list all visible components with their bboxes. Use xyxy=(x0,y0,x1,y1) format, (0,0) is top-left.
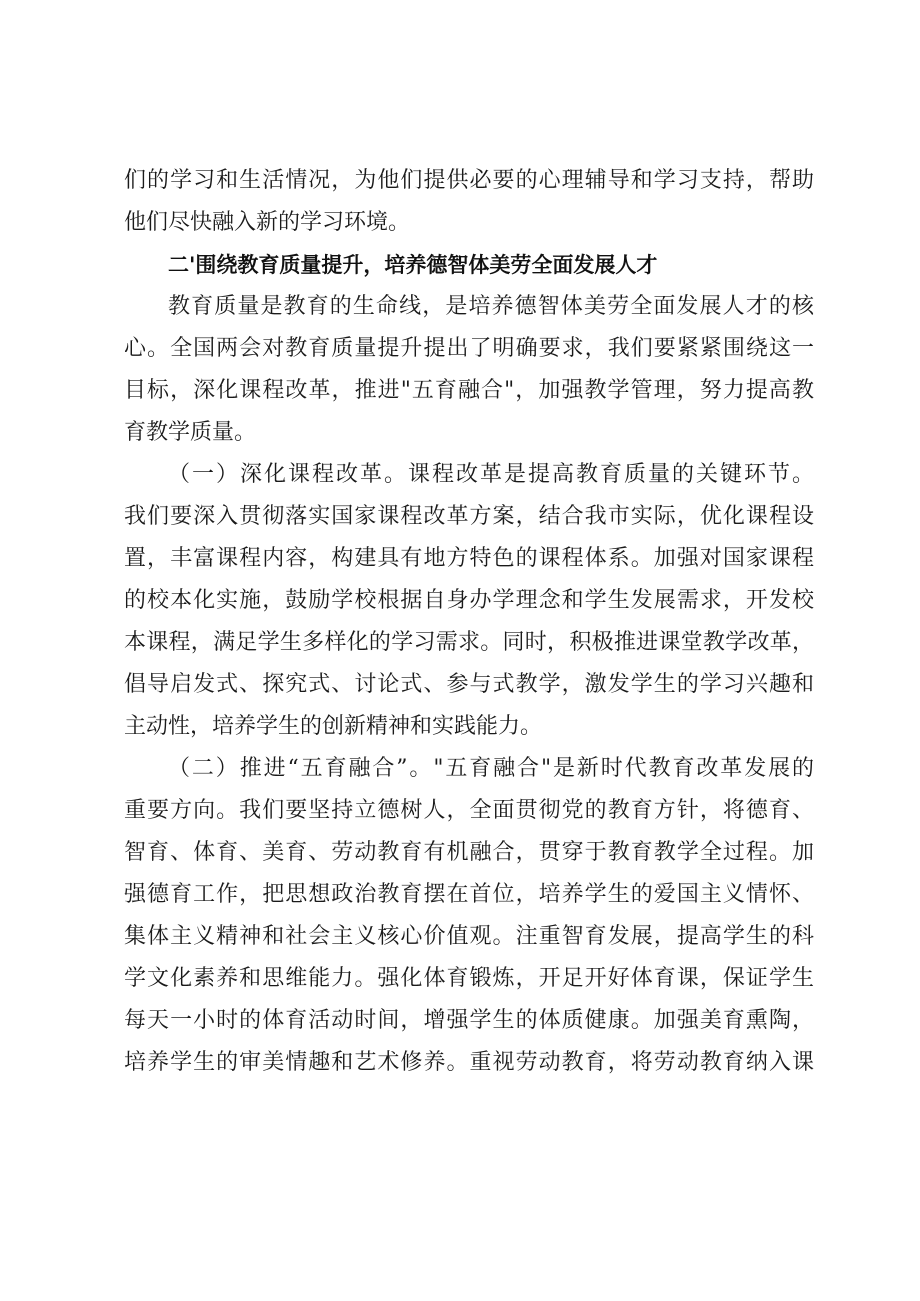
subsection-1-start: （一）深化课程改革。课程改革是提高教育质量的关键环节。 xyxy=(168,462,814,487)
text-line-16: 重要方向。我们要坚持立德树人，全面贯彻党的教育方针，将德育、 xyxy=(124,798,814,823)
text-line-18: 强德育工作，把思想政治教育摆在首位，培养学生的爱国主义情怀、 xyxy=(124,882,814,907)
document-body xyxy=(124,160,814,1084)
text-line-1: 们的学习和生活情况，为他们提供必要的心理辅导和学习支持，帮助 xyxy=(124,168,814,193)
text-line-20: 学文化素养和思维能力。强化体育锻炼，开足开好体育课，保证学生 xyxy=(124,966,814,991)
text-line-9: 我们要深入贯彻落实国家课程改革方案，结合我市实际，优化课程设 xyxy=(124,504,814,529)
subsection-2-start: （二）推进“五育融合”。"五育融合"是新时代教育改革发展的 xyxy=(168,756,814,781)
text-line-14: 主动性，培养学生的创新精神和实践能力。 xyxy=(124,714,543,739)
text-line-12: 本课程，满足学生多样化的学习需求。同时，积极推进课堂教学改革， xyxy=(124,630,814,655)
text-line-19: 集体主义精神和社会主义核心价值观。注重智育发展，提高学生的科 xyxy=(124,924,814,949)
text-line-2: 他们尽快融入新的学习环境。 xyxy=(124,210,411,235)
text-line-6: 目标，深化课程改革，推进"五育融合"，加强教学管理，努力提高教 xyxy=(124,378,814,403)
text-line-7: 育教学质量。 xyxy=(124,420,257,445)
text-line-21: 每天一小时的体育活动时间，增强学生的体质健康。加强美育熏陶， xyxy=(124,1008,814,1033)
text-line-11: 的校本化实施，鼓励学校根据自身办学理念和学生发展需求，开发校 xyxy=(124,588,814,613)
text-line-10: 置，丰富课程内容，构建具有地方特色的课程体系。加强对国家课程 xyxy=(124,546,814,571)
text-line-17: 智育、体育、美育、劳动教育有机融合，贯穿于教育教学全过程。加 xyxy=(124,840,814,865)
text-line-22: 培养学生的审美情趣和艺术修养。重视劳动教育，将劳动教育纳入课 xyxy=(124,1050,814,1075)
text-line-5: 心。全国两会对教育质量提升提出了明确要求，我们要紧紧围绕这一 xyxy=(124,336,814,361)
text-line-13: 倡导启发式、探究式、讨论式、参与式教学，激发学生的学习兴趣和 xyxy=(124,672,814,697)
paragraph-start: 教育质量是教育的生命线，是培养德智体美劳全面发展人才的核 xyxy=(168,294,814,319)
section-heading: 二'围绕教育质量提升，培养德智体美劳全面发展人才 xyxy=(168,253,658,277)
